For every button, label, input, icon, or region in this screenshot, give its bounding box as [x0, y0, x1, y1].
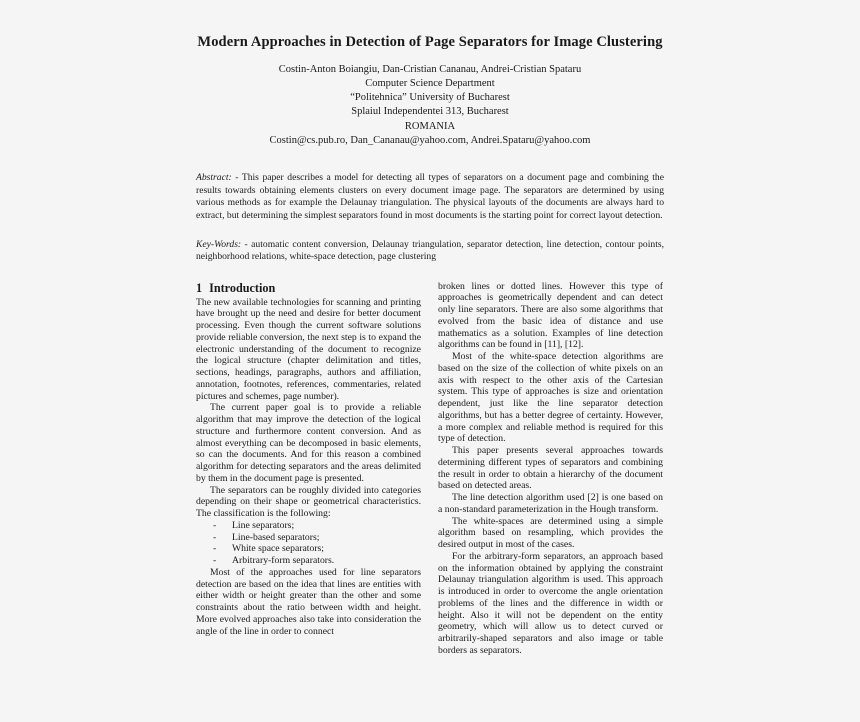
left-column — [196, 281, 421, 657]
section-heading — [196, 281, 421, 296]
keywords-paragraph — [196, 239, 664, 264]
section-number: 1 — [196, 280, 203, 295]
paragraph: The white-spaces are determined using a simple algorithm based on resampling, which provides the desired output in most of the cases. — [438, 515, 663, 551]
paragraph: Most of the white-space detection algorithms are based on the size of the collection of white pixels on an axis with respect to the other axis of the Cartesian system. This type of approaches is size and orientation dependent, just like the line separator detection algorithms, but has a better degree of certainty. However, a more complex and reliable method is required for this type of detection. — [438, 351, 663, 445]
abstract-separator: - — [231, 172, 242, 184]
right-column — [438, 281, 663, 657]
keywords-text: automatic content conversion, Delaunay triangulation, separator detection, line detection, contour points, neighborhood relations, white-space detection, page clustering — [196, 238, 664, 263]
abstract-label: Abstract: — [196, 172, 232, 184]
separator-category-list — [196, 520, 421, 567]
bullet-dash-icon: - — [213, 519, 217, 531]
keywords-label: Key-Words: — [196, 238, 242, 250]
paragraph: For the arbitrary-form separators, an approach based on the information obtained by applying the constraint Delaunay triangulation algorithm is used. This approach is introduced in order to overcome the angle orientation problems of the lines and the difference in width or height. Also it will not be dependent on the entity geometry, which will allow us to detect curved or arbitrarily-shaped separators and also image or table borders as separators. — [438, 550, 663, 656]
paragraph: Most of the approaches used for line separators detection are based on the idea that lines are entities with either width or height greater than the other and some constraints about the ratio between width and height. More evolved approaches also take into consideration the angle of the line in order to connect — [196, 566, 421, 637]
list-item-label: White space separators; — [232, 543, 324, 555]
two-column-body — [196, 281, 664, 657]
paragraph: The new available technologies for scanning and printing have brought up the need and desire for better document processing. Even though the current software solutions provide reliable conversion, the next step is to expand the electronic understanding of the document to recognize the logical structure (chapter delimitation and titles, sections, headings, paragraphs, authors and affiliation, annotation, footnotes, references, commentaries, related pictures and schemes, page number). — [196, 296, 421, 402]
paper-page — [196, 0, 664, 722]
list-item — [196, 532, 421, 544]
author-affiliation-block — [196, 63, 664, 149]
bullet-dash-icon: - — [213, 531, 217, 543]
address: Splaiul Independentei 313, Bucharest — [351, 106, 509, 118]
list-item — [196, 520, 421, 532]
department: Computer Science Department — [365, 77, 495, 89]
bullet-dash-icon: - — [213, 555, 217, 567]
email-list: Costin@cs.pub.ro, Dan_Cananau@yahoo.com, Andrei.Spataru@yahoo.com — [269, 134, 591, 146]
paragraph: The current paper goal is to provide a reliable algorithm that may improve the detection of the logical structure and furthermore content conversion. And as almost everything can be decomposed in basic elements, so can the documents. And for this reason a combined algorithm for detecting separators and the areas delimited by them in the document page is presented. — [196, 402, 421, 484]
list-item-label: Line separators; — [232, 519, 295, 531]
author-list: Costin-Anton Boiangiu, Dan-Cristian Cananau, Andrei-Cristian Spataru — [278, 63, 582, 75]
paragraph: This paper presents several approaches towards determining different types of separators and combining the result in order to obtain a hierarchy of the document based on detected areas. — [438, 445, 663, 492]
abstract-text: This paper describes a model for detecting all types of separators on a document page and combining the results towards obtaining elements clusters on every document image page. The separators are determined by using various methods as for example the Delaunay triangulation. The physical layouts of the documents are always hard to extract, but determining the simplest separators found in most documents is the starting point for correct layout detection. — [196, 172, 664, 221]
country: ROMANIA — [404, 120, 456, 132]
paragraph: The separators can be roughly divided into categories depending on their shape or geometrical characteristics. The classification is the following: — [196, 484, 421, 520]
university: “Politehnica” University of Bucharest — [350, 92, 510, 104]
list-item — [196, 555, 421, 567]
keywords-separator: - — [241, 238, 252, 250]
bullet-dash-icon: - — [213, 543, 217, 555]
section-title: Introduction — [209, 280, 276, 295]
list-item-label: Line-based separators; — [232, 531, 320, 543]
paragraph: The line detection algorithm used [2] is one based on a non-standard parameterization in the Hough transform. — [438, 492, 663, 515]
abstract-paragraph — [196, 172, 664, 222]
paragraph: broken lines or dotted lines. However this type of approaches is geometrically dependent and can detect only line separators. There are also some algorithms that evolved from the basic idea of distance and use mathematics as a solution. Examples of line detection algorithms can be found in [11], [12]. — [438, 280, 663, 351]
list-item-label: Arbitrary-form separators. — [232, 555, 335, 567]
list-item — [196, 543, 421, 555]
page-title: Modern Approaches in Detection of Page Separators for Image Clustering — [197, 34, 663, 50]
